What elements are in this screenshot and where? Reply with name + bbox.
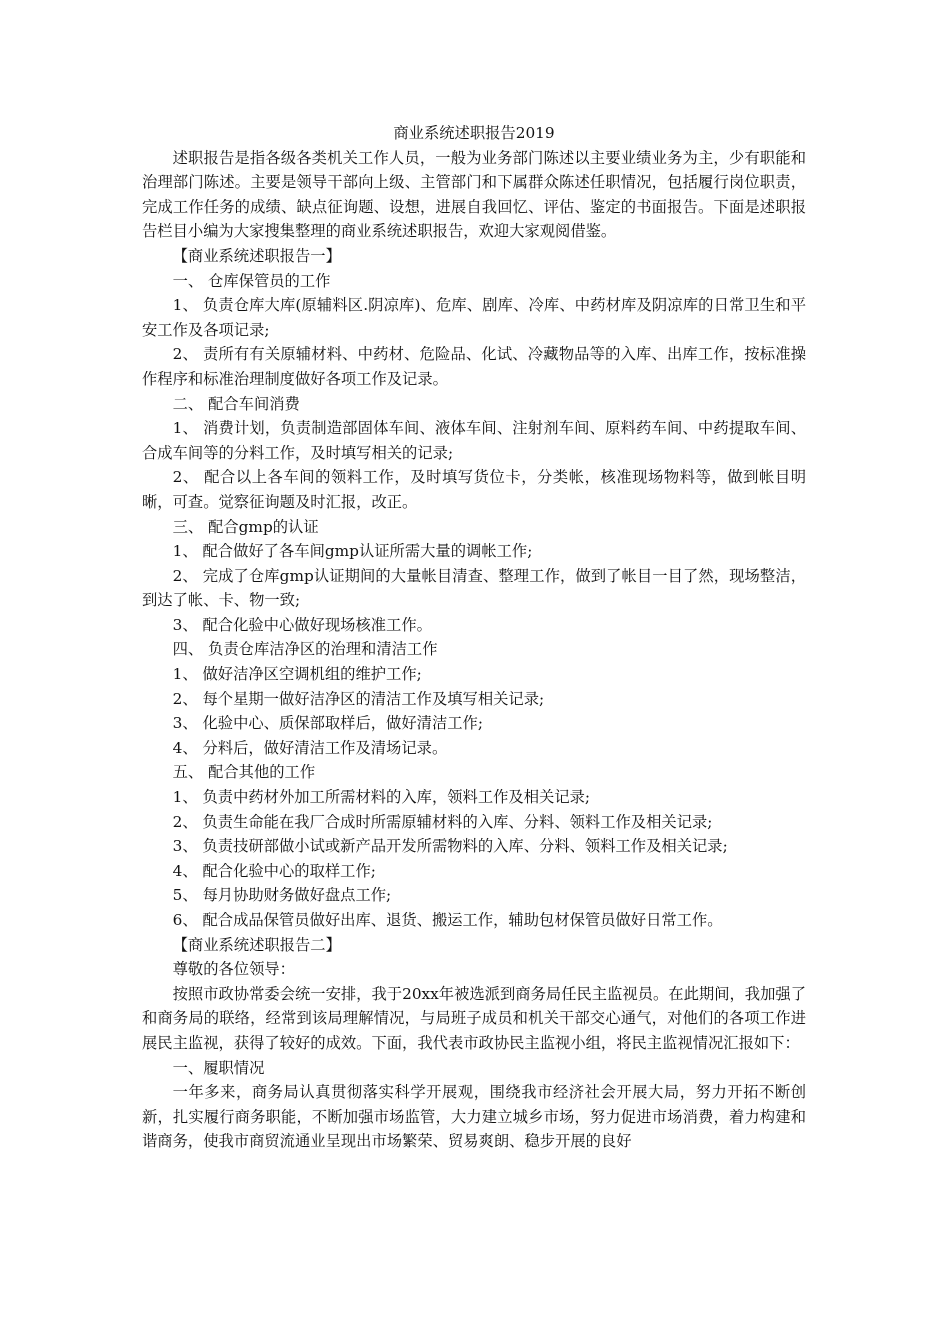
paragraph: 1、 负责中药材外加工所需材料的入库，领料工作及相关记录;	[172, 788, 591, 807]
paragraph: 6、 配合成品保管员做好出库、退货、搬运工作，辅助包材保管员做好日常工作。	[172, 911, 723, 929]
paragraph: 1、 配合做好了各车间gmp认证所需大量的调帐工作;	[172, 542, 533, 561]
paragraph: 2、 完成了仓库gmp认证期间的大量帐目清查、整理工作，做到了帐目一目了然，现场整洁，到达了帐、卡、物一致;	[142, 566, 806, 610]
paragraph: 1、 消费计划，负责制造部固体车间、液体车间、注射剂车间、原料药车间、中药提取车间、合成车间等的分料工作，及时填写相关的记录;	[142, 419, 806, 462]
paragraph: 三、 配合gmp的认证	[172, 517, 319, 536]
document-title: 商业系统述职报告2019	[393, 124, 555, 142]
paragraph: 4、 分料后，做好清洁工作及清场记录。	[172, 738, 448, 757]
paragraph: 5、 每月协助财务做好盘点工作;	[172, 886, 392, 905]
paragraph: 一、履职情况	[172, 1058, 265, 1077]
paragraph: 2、 每个星期一做好洁净区的清洁工作及填写相关记录;	[172, 689, 545, 708]
paragraph-list	[142, 146, 806, 1154]
paragraph: 按照市政协常委会统一安排，我于20xx年被选派到商务局任民主监视员。在此期间，我加强了和商务局的联络，经常到该局理解情况，与局班子成员和机关干部交心通气，对他们的各项工作进展民主监视，获得了较好的成效。下面，我代表市政协民主监视小组，将民主监视情况汇报如下：	[142, 984, 806, 1052]
paragraph: 五、 配合其他的工作	[172, 763, 316, 782]
paragraph: 【商业系统述职报告一】	[172, 246, 341, 265]
paragraph: 【商业系统述职报告二】	[172, 935, 341, 954]
paragraph: 一年多来，商务局认真贯彻落实科学开展观，围绕我市经济社会开展大局，努力开拓不断创新，扎实履行商务职能，不断加强市场监管，大力建立城乡市场，努力促进市场消费，着力构建和谐商务，使我市商贸流通业呈现出市场繁荣、贸易爽朗、稳步开展的良好	[142, 1083, 806, 1151]
paragraph: 尊敬的各位领导：	[172, 960, 295, 979]
paragraph: 1、 负责仓库大库(原辅料区.阴凉库)、危库、剧库、冷库、中药材库及阴凉库的日常卫生和平安工作及各项记录;	[142, 296, 806, 339]
paragraph: 3、 化验中心、质保部取样后，做好清洁工作;	[172, 714, 483, 733]
paragraph: 二、 配合车间消费	[172, 394, 300, 413]
document-body	[142, 121, 806, 1154]
paragraph: 四、 负责仓库洁净区的治理和清洁工作	[172, 640, 438, 659]
paragraph: 一、 仓库保管员的工作	[172, 271, 331, 290]
paragraph: 述职报告是指各级各类机关工作人员，一般为业务部门陈述以主要业绩业务为主，少有职能和治理部门陈述。主要是领导干部向上级、主管部门和下属群众陈述任职情况，包括履行岗位职责，完成工作任务的成绩、缺点征询题、设想，进展自我回忆、评估、鉴定的书面报告。下面是述职报告栏目小编为大家搜集整理的商业系统述职报告，欢迎大家观阅借鉴。	[142, 148, 806, 241]
paragraph: 3、 负责技研部做小试或新产品开发所需物料的入库、分料、领料工作及相关记录;	[172, 837, 728, 856]
paragraph: 2、 负责生命能在我厂合成时所需原辅材料的入库、分料、领料工作及相关记录;	[172, 812, 713, 831]
paragraph: 3、 配合化验中心做好现场核准工作。	[172, 615, 432, 634]
paragraph: 2、 配合以上各车间的领料工作，及时填写货位卡，分类帐，核准现场物料等，做到帐目明晰，可查。觉察征询题及时汇报，改正。	[142, 468, 806, 511]
paragraph: 2、 责所有有关原辅材料、中药材、危险品、化试、冷藏物品等的入库、出库工作，按标准操作程序和标准治理制度做好各项工作及记录。	[142, 345, 806, 388]
paragraph: 1、 做好洁净区空调机组的维护工作;	[172, 665, 422, 684]
paragraph: 4、 配合化验中心的取样工作;	[172, 861, 376, 880]
